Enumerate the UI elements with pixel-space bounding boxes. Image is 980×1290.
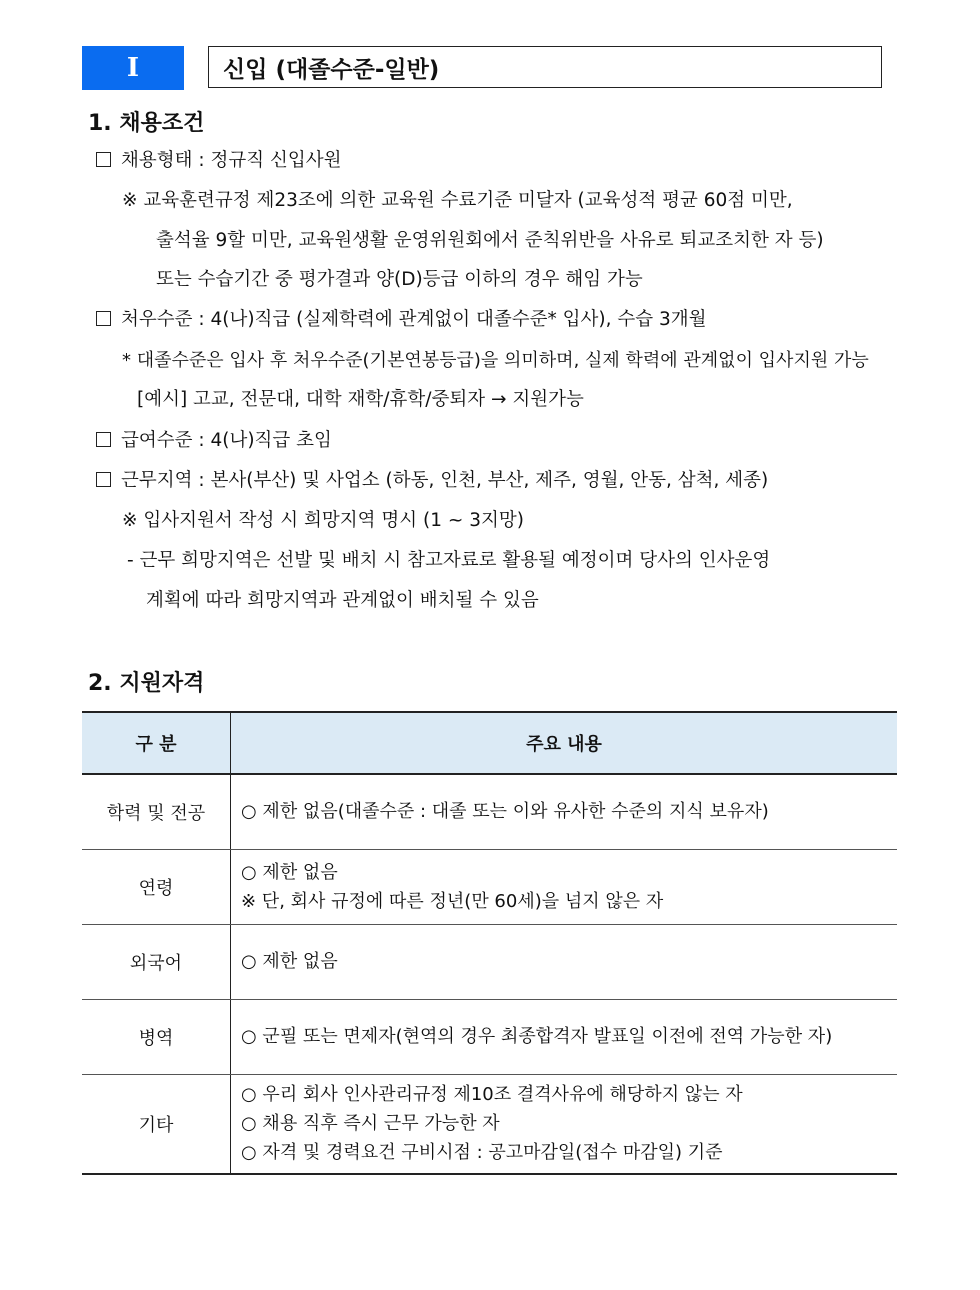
note-line: ※ 교육훈련규정 제23조에 의한 교육원 수료기준 미달자 (교육성적 평균 60점 미만, bbox=[122, 190, 793, 211]
table-row bbox=[82, 999, 897, 1074]
table-header-content: 주요 내용 bbox=[231, 712, 898, 774]
condition-employment-type: 채용형태 : 정규직 신입사원 bbox=[96, 146, 341, 172]
row-label: 연령 bbox=[82, 849, 231, 924]
row-label: 기타 bbox=[82, 1074, 231, 1174]
condition-treatment-level: 처우수준 : 4(나)직급 (실제학력에 관계없이 대졸수준* 입사), 수습 3개월 bbox=[96, 305, 706, 331]
table-row bbox=[82, 774, 897, 849]
checkbox-icon bbox=[96, 432, 111, 447]
row-content: ○ 군필 또는 면제자(현역의 경우 최종합격자 발표일 이전에 전역 가능한 자) bbox=[231, 999, 898, 1074]
note-line: 또는 수습기간 중 평가결과 양(D)등급 이하의 경우 해임 가능 bbox=[156, 269, 643, 290]
checkbox-icon bbox=[96, 311, 111, 326]
row-content: ○ 제한 없음(대졸수준 : 대졸 또는 이와 유사한 수준의 지식 보유자) bbox=[231, 774, 898, 849]
note-line: - 근무 희망지역은 선발 및 배치 시 참고자료로 활용될 예정이며 당사의 인사운영 bbox=[127, 550, 771, 571]
row-content: ○ 우리 회사 인사관리규정 제10조 결격사유에 해당하지 않는 자 ○ 채용 직후 즉시 근무 가능한 자 ○ 자격 및 경력요건 구비시점 : 공고마감일(접수 마감일) 기준 bbox=[231, 1074, 898, 1174]
row-content: ○ 제한 없음 bbox=[231, 924, 898, 999]
note-line: * 대졸수준은 입사 후 처우수준(기본연봉등급)을 의미하며, 실제 학력에 관계없이 입사지원 가능 bbox=[122, 350, 869, 371]
row-content: ○ 제한 없음 ※ 단, 회사 규정에 따른 정년(만 60세)을 넘지 않은 자 bbox=[231, 849, 898, 924]
row-label: 병역 bbox=[82, 999, 231, 1074]
condition-work-location: 근무지역 : 본사(부산) 및 사업소 (하동, 인천, 부산, 제주, 영월, 안동, 삼척, 세종) bbox=[96, 466, 768, 492]
section2-heading: 2. 지원자격 bbox=[88, 671, 205, 696]
qualification-table bbox=[82, 711, 897, 1175]
condition-salary-level: 급여수준 : 4(나)직급 초임 bbox=[96, 426, 332, 452]
section-badge: Ⅰ bbox=[82, 46, 184, 90]
note-line: 출석율 9할 미만, 교육원생활 운영위원회에서 준칙위반을 사유로 퇴교조치한 자 등) bbox=[156, 230, 824, 251]
page-title bbox=[208, 46, 882, 88]
note-line: 계획에 따라 희망지역과 관계없이 배치될 수 있음 bbox=[146, 590, 539, 611]
page-title-text: 신입 (대졸수준-일반) bbox=[223, 56, 440, 83]
table-header-category: 구 분 bbox=[82, 712, 231, 774]
table-row bbox=[82, 924, 897, 999]
checkbox-icon bbox=[96, 472, 111, 487]
note-line: [예시] 고교, 전문대, 대학 재학/휴학/중퇴자 → 지원가능 bbox=[137, 389, 584, 410]
row-label: 학력 및 전공 bbox=[82, 774, 231, 849]
table-row bbox=[82, 1074, 897, 1174]
note-line: ※ 입사지원서 작성 시 희망지역 명시 (1 ~ 3지망) bbox=[122, 510, 524, 531]
table-row bbox=[82, 849, 897, 924]
row-label: 외국어 bbox=[82, 924, 231, 999]
checkbox-icon bbox=[96, 152, 111, 167]
section1-heading: 1. 채용조건 bbox=[88, 111, 205, 136]
